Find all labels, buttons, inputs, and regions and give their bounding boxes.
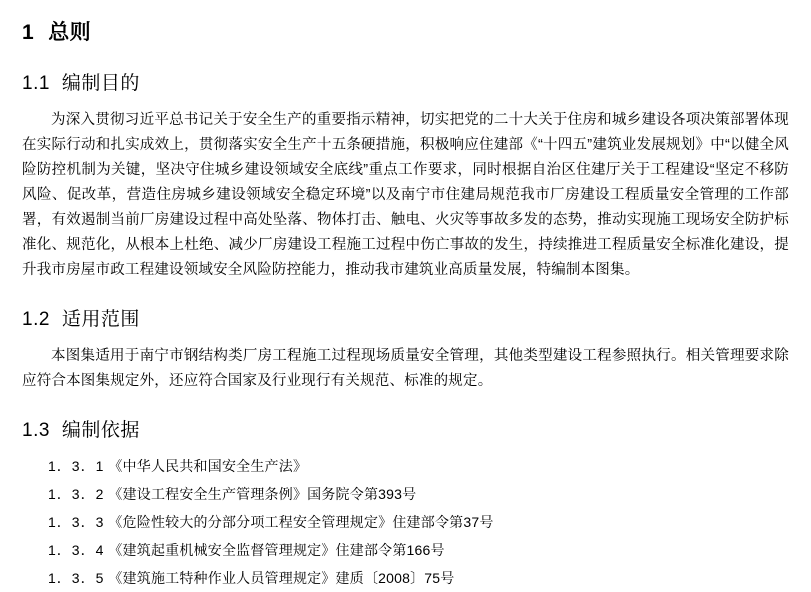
section-heading-1 xyxy=(22,18,789,47)
section-number-1-1: 1.1 xyxy=(22,73,50,95)
clause-number: 1．3．3 xyxy=(48,514,105,531)
list-item xyxy=(22,536,789,564)
clause-list xyxy=(22,452,789,592)
section-number-1: 1 xyxy=(22,21,35,44)
list-item xyxy=(22,480,789,508)
section-paragraph-1-2: 本图集适用于南宁市钢结构类厂房工程施工过程现场质量安全管理，其他类型建设工程参照执行。相关管理要求除应符合本图集规定外，还应符合国家及行业现行有关规范、标准的规定。 xyxy=(22,347,789,389)
clause-number: 1．3．2 xyxy=(48,486,105,503)
section-heading-1-2 xyxy=(22,307,789,334)
clause-text: 《建设工程安全生产管理条例》国务院令第393号 xyxy=(108,486,417,503)
clause-text: 《危险性较大的分部分项工程安全管理规定》住建部令第37号 xyxy=(108,514,494,531)
section-title-1: 总则 xyxy=(48,21,92,44)
clause-text: 《建筑起重机械安全监督管理规定》住建部令第166号 xyxy=(108,542,445,559)
section-title-1-2: 适用范围 xyxy=(61,308,140,330)
clause-number: 1．3．5 xyxy=(48,570,105,587)
section-paragraph-1-1: 为深入贯彻习近平总书记关于安全生产的重要指示精神，切实把党的二十大关于住房和城乡建设各项决策部署体现在实际行动和扎实成效上，贯彻落实安全生产十五条硬措施，积极响应住建部《“十四五”建筑业发展规划》中“以健全风险防控机制为关键，坚决守住城乡建设领域安全底线”重点工作要求，同时根据自治区住建厅关于工程建设“坚定不移防风险、促改革，营造住房城乡建设领域安全稳定环境”以及南宁市住建局规范我市厂房建设工程质量安全管理的工作部署，有效遏制当前厂房建设过程中高处坠落、物体打击、触电、火灾等事故多发的态势，推动实现施工现场安全防护标准化、规范化，从根本上杜绝、减少厂房建设工程施工过程中伤亡事故的发生，持续推进工程质量安全标准化建设，提升我市房屋市政工程建设领域安全风险防控能力，推动我市建筑业高质量发展，特编制本图集。 xyxy=(22,111,789,278)
list-item xyxy=(22,564,789,592)
clause-number: 1．3．4 xyxy=(48,542,105,559)
section-number-1-2: 1.2 xyxy=(22,308,50,330)
section-number-1-3: 1.3 xyxy=(22,419,50,441)
list-item xyxy=(22,508,789,536)
section-title-1-1: 编制目的 xyxy=(61,73,140,95)
clause-text: 《建筑施工特种作业人员管理规定》建质〔2008〕75号 xyxy=(108,570,455,587)
list-item xyxy=(22,452,789,480)
clause-number: 1．3．1 xyxy=(48,458,105,475)
section-heading-1-1 xyxy=(22,71,789,98)
section-heading-1-3 xyxy=(22,418,789,445)
section-title-1-3: 编制依据 xyxy=(61,419,140,441)
clause-text: 《中华人民共和国安全生产法》 xyxy=(108,458,308,475)
